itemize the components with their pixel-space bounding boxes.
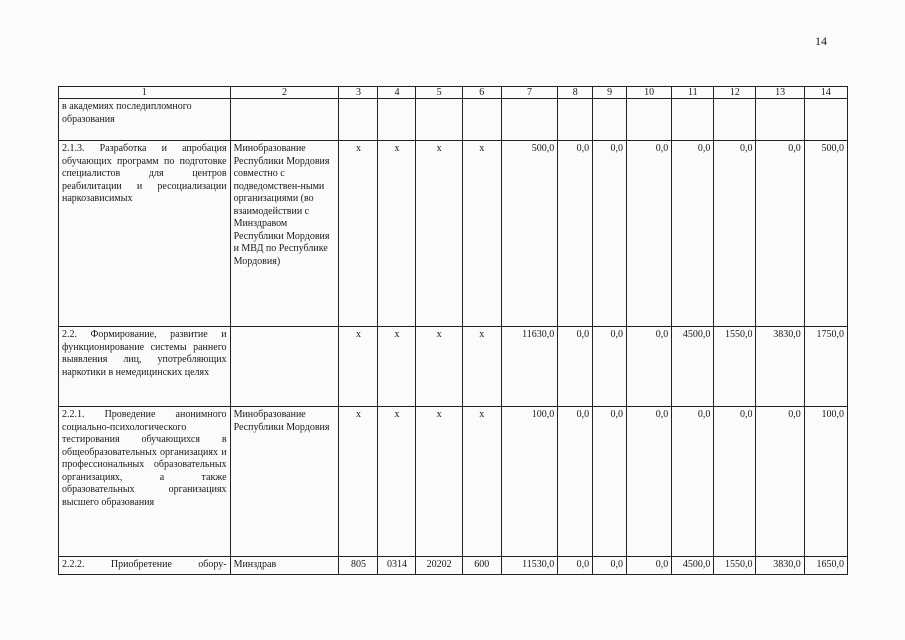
row-description: 2.2.2. Приобретение обору- (59, 557, 231, 575)
column-header: 4 (378, 87, 416, 99)
row-description: 2.2. Формирование, развитие и функционирование системы раннего выявления лиц, употребляющих наркотики в немедицинских целях (59, 327, 231, 407)
cell (462, 99, 501, 141)
column-header: 8 (558, 87, 593, 99)
cell: х (416, 141, 462, 327)
cell: х (416, 407, 462, 557)
cell: 1550,0 (714, 327, 756, 407)
cell: 4500,0 (672, 557, 714, 575)
table-row (59, 141, 848, 327)
cell: 100,0 (804, 407, 847, 557)
cell: х (416, 327, 462, 407)
column-header: 14 (804, 87, 847, 99)
cell: х (378, 141, 416, 327)
column-header: 11 (672, 87, 714, 99)
column-header: 1 (59, 87, 231, 99)
page-number: 14 (815, 34, 827, 48)
row-organization: Минздрав (230, 557, 339, 575)
cell (627, 99, 672, 141)
cell: 0,0 (756, 141, 804, 327)
cell: х (462, 407, 501, 557)
cell: х (339, 327, 378, 407)
cell: 0,0 (558, 557, 593, 575)
cell (378, 99, 416, 141)
row-organization: Минобразование Республики Мордовия совместно с подведомствен-ными организациями (во взаимодействии с Минздравом Республики Мордовия и МВД по Республике Мордовия) (230, 141, 339, 327)
cell: х (378, 327, 416, 407)
cell: 0,0 (714, 141, 756, 327)
cell: 3830,0 (756, 327, 804, 407)
row-organization: Минобразование Республики Мордовия (230, 407, 339, 557)
cell: 0,0 (627, 557, 672, 575)
cell (672, 99, 714, 141)
cell: 20202 (416, 557, 462, 575)
cell: 0,0 (714, 407, 756, 557)
cell (416, 99, 462, 141)
column-header: 3 (339, 87, 378, 99)
cell: х (339, 141, 378, 327)
cell: х (462, 141, 501, 327)
cell (558, 99, 593, 141)
cell: 1550,0 (714, 557, 756, 575)
cell (593, 99, 627, 141)
row-organization (230, 327, 339, 407)
cell: 600 (462, 557, 501, 575)
cell: 0,0 (593, 327, 627, 407)
row-description: 2.2.1. Проведение анонимного социально-психологического тестирования обучающихся в общеобразовательных организациях и профессиональных образовательных организациях, а также образовательных организациях высшего образования (59, 407, 231, 557)
cell: х (462, 327, 501, 407)
column-header: 7 (501, 87, 558, 99)
cell: 100,0 (501, 407, 558, 557)
row-organization (230, 99, 339, 141)
column-header: 12 (714, 87, 756, 99)
cell: 0,0 (627, 407, 672, 557)
cell: 11630,0 (501, 327, 558, 407)
table-row (59, 99, 848, 141)
column-header: 5 (416, 87, 462, 99)
cell: 1650,0 (804, 557, 847, 575)
header-row (59, 87, 848, 99)
cell (339, 99, 378, 141)
cell: 4500,0 (672, 327, 714, 407)
cell: 0,0 (756, 407, 804, 557)
column-header: 13 (756, 87, 804, 99)
cell: х (339, 407, 378, 557)
cell: 0,0 (593, 557, 627, 575)
cell (501, 99, 558, 141)
cell (714, 99, 756, 141)
column-header: 6 (462, 87, 501, 99)
column-header: 9 (593, 87, 627, 99)
cell (756, 99, 804, 141)
cell: х (378, 407, 416, 557)
cell: 0,0 (672, 141, 714, 327)
row-description: в академиях последипломного образования (59, 99, 231, 141)
cell: 805 (339, 557, 378, 575)
cell: 0,0 (558, 327, 593, 407)
cell: 0,0 (627, 327, 672, 407)
cell (804, 99, 847, 141)
table-row (59, 327, 848, 407)
cell: 0314 (378, 557, 416, 575)
cell: 3830,0 (756, 557, 804, 575)
cell: 500,0 (501, 141, 558, 327)
column-header: 10 (627, 87, 672, 99)
cell: 1750,0 (804, 327, 847, 407)
cell: 0,0 (593, 141, 627, 327)
cell: 11530,0 (501, 557, 558, 575)
column-header: 2 (230, 87, 339, 99)
row-description: 2.1.3. Разработка и апробация обучающих программ по подготовке специалистов для центров реабилитации и ресоциализации наркозависимых (59, 141, 231, 327)
table-row (59, 407, 848, 557)
cell: 500,0 (804, 141, 847, 327)
cell: 0,0 (593, 407, 627, 557)
table-row (59, 557, 848, 575)
cell: 0,0 (672, 407, 714, 557)
cell: 0,0 (558, 407, 593, 557)
cell: 0,0 (558, 141, 593, 327)
cell: 0,0 (627, 141, 672, 327)
budget-table (58, 86, 848, 575)
